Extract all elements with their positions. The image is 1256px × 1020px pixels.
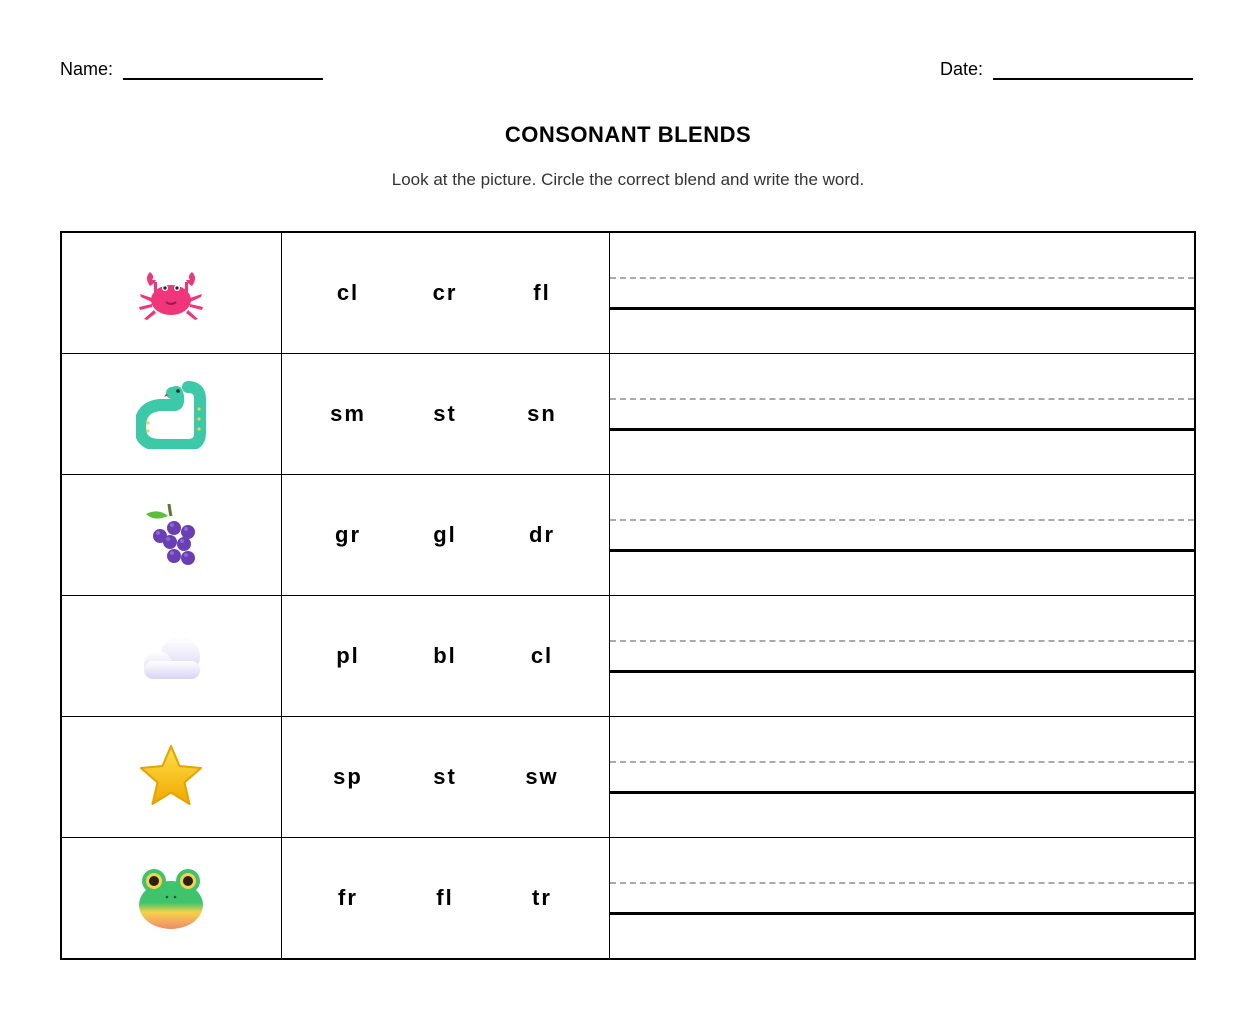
blend-choices xyxy=(281,354,609,475)
cloud-icon xyxy=(136,621,206,691)
worksheet-title: CONSONANT BLENDS xyxy=(504,122,752,147)
picture-cell xyxy=(61,838,281,960)
blend-option[interactable]: st xyxy=(433,401,457,426)
frog-icon xyxy=(136,863,206,933)
blend-option[interactable]: sw xyxy=(525,764,559,789)
table-row xyxy=(61,596,1195,717)
picture-cell xyxy=(61,475,281,596)
base-line xyxy=(610,912,1195,915)
blend-option[interactable]: gr xyxy=(335,522,361,547)
write-area[interactable] xyxy=(609,232,1195,354)
blend-option[interactable]: cr xyxy=(432,280,458,305)
name-label: Name: xyxy=(60,59,114,79)
star-icon xyxy=(136,742,206,812)
guide-dashed-line xyxy=(610,640,1195,642)
blend-option[interactable]: pl xyxy=(336,643,360,668)
table-row xyxy=(61,838,1195,960)
table-row xyxy=(61,232,1195,354)
guide-dashed-line xyxy=(610,398,1195,400)
date-write-line[interactable] xyxy=(993,58,1193,80)
name-field xyxy=(60,58,323,80)
write-area[interactable] xyxy=(609,717,1195,838)
blends-table xyxy=(60,231,1196,960)
blend-option[interactable]: fr xyxy=(338,885,358,910)
date-field xyxy=(940,58,1193,80)
guide-dashed-line xyxy=(610,761,1195,763)
blend-choices xyxy=(281,717,609,838)
blend-option[interactable]: st xyxy=(433,764,457,789)
blend-option[interactable]: cl xyxy=(336,280,360,305)
table-row xyxy=(61,475,1195,596)
guide-dashed-line xyxy=(610,882,1195,884)
blend-choices xyxy=(281,596,609,717)
base-line xyxy=(610,791,1195,794)
write-area[interactable] xyxy=(609,596,1195,717)
name-write-line[interactable] xyxy=(123,58,323,80)
write-area[interactable] xyxy=(609,838,1195,960)
table-row xyxy=(61,717,1195,838)
guide-dashed-line xyxy=(610,519,1195,521)
write-area[interactable] xyxy=(609,354,1195,475)
picture-cell xyxy=(61,232,281,354)
blend-option[interactable]: sm xyxy=(330,401,366,426)
snake-icon xyxy=(136,379,206,449)
base-line xyxy=(610,428,1195,431)
guide-dashed-line xyxy=(610,277,1195,279)
base-line xyxy=(610,670,1195,673)
picture-cell xyxy=(61,596,281,717)
blend-option[interactable]: dr xyxy=(529,522,555,547)
blend-option[interactable]: tr xyxy=(532,885,552,910)
blend-choices xyxy=(281,475,609,596)
date-label: Date: xyxy=(940,59,984,79)
blend-option[interactable]: gl xyxy=(433,522,457,547)
blend-option[interactable]: fl xyxy=(436,885,454,910)
write-area[interactable] xyxy=(609,475,1195,596)
picture-cell xyxy=(61,354,281,475)
picture-cell xyxy=(61,717,281,838)
table-row xyxy=(61,354,1195,475)
crab-icon xyxy=(136,258,206,328)
grapes-icon xyxy=(136,500,206,570)
blend-option[interactable]: sp xyxy=(333,764,363,789)
base-line xyxy=(610,549,1195,552)
blend-choices xyxy=(281,838,609,960)
blend-option[interactable]: fl xyxy=(533,280,551,305)
blend-option[interactable]: bl xyxy=(433,643,457,668)
blend-choices xyxy=(281,232,609,354)
base-line xyxy=(610,307,1195,310)
blend-option[interactable]: sn xyxy=(527,401,557,426)
blend-option[interactable]: cl xyxy=(530,643,554,668)
worksheet-instructions: Look at the picture. Circle the correct blend and write the word. xyxy=(391,170,865,189)
